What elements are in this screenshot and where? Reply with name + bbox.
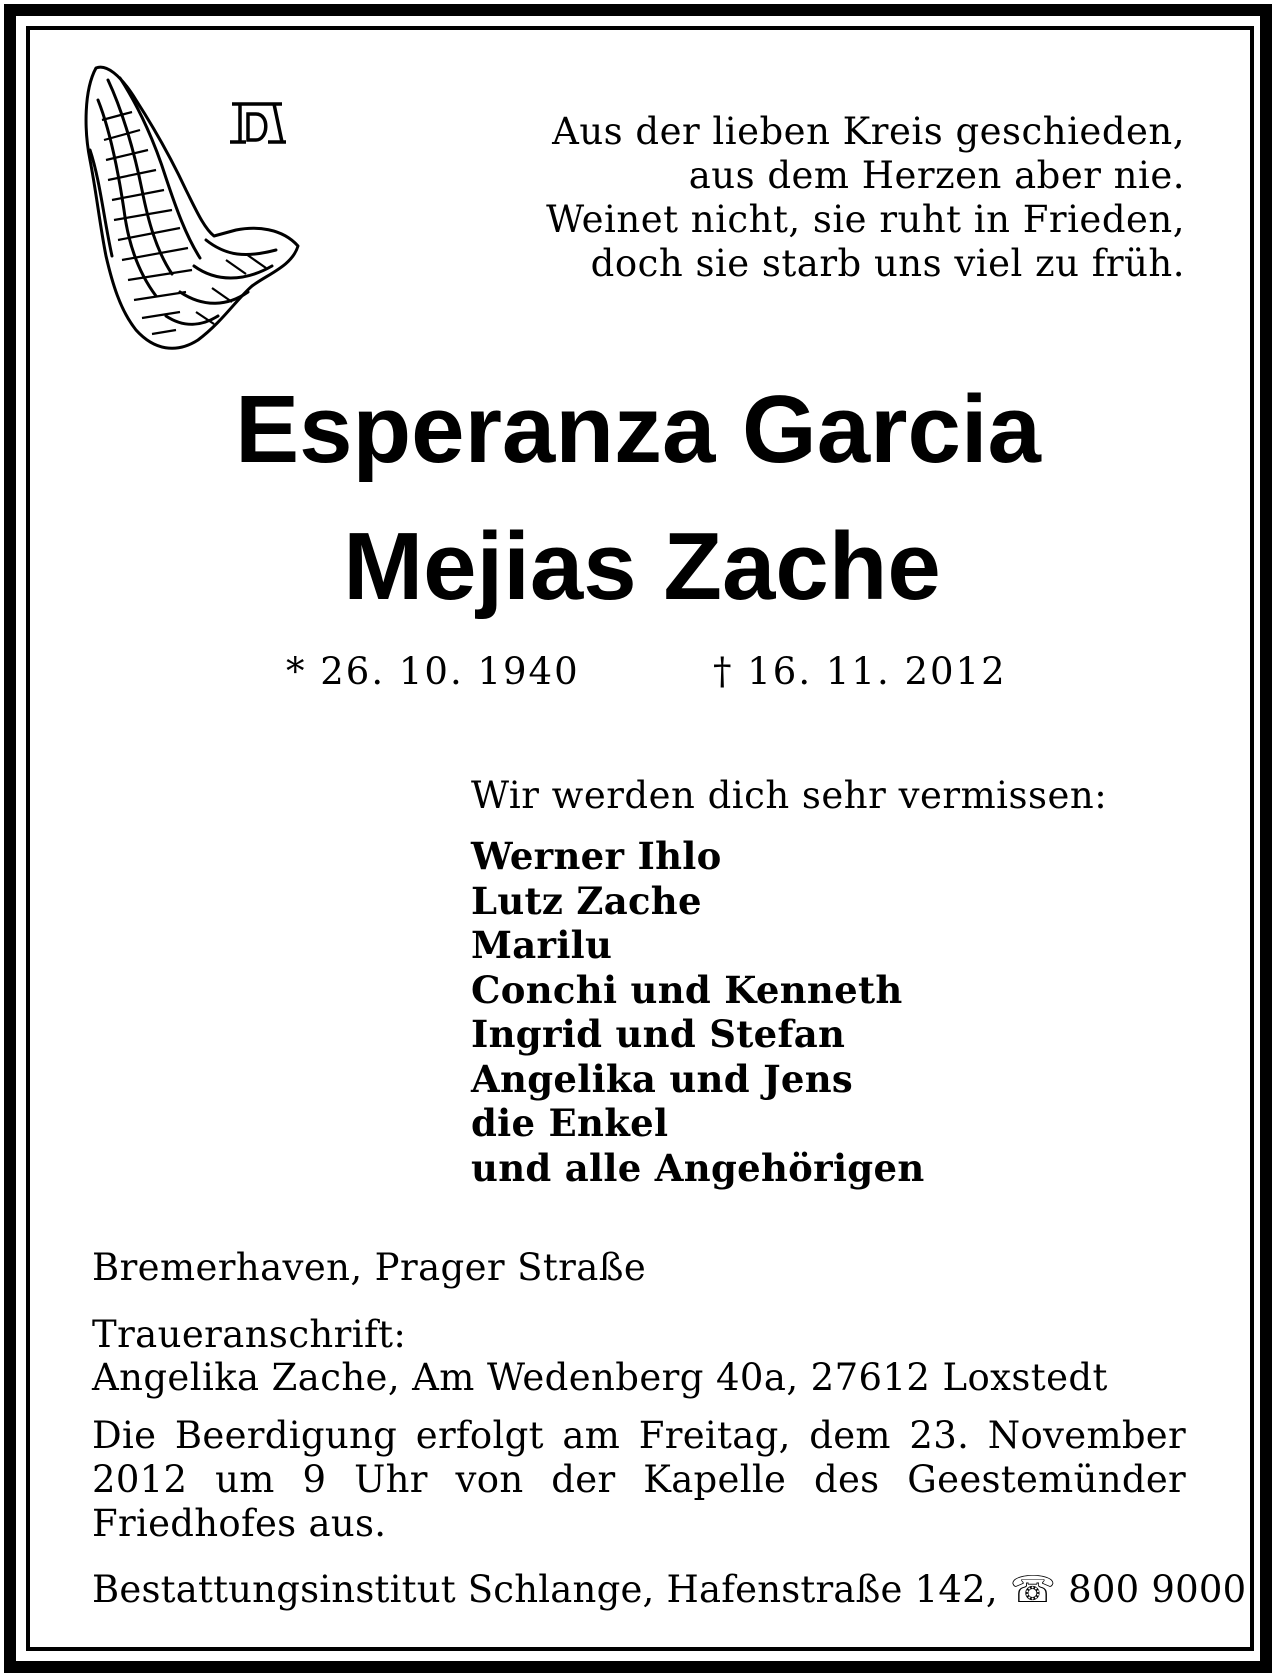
verse-line: Weinet nicht, sie ruht in Frieden, [546, 198, 1185, 241]
mourners-intro: Wir werden dich sehr vermissen: [471, 774, 1108, 817]
verse-line: Aus der lieben Kreis geschieden, [552, 110, 1185, 153]
mourner-name: die Enkel [471, 1101, 669, 1145]
verse-line: aus dem Herzen aber nie. [688, 154, 1185, 197]
mourner-name: Lutz Zache [471, 878, 702, 923]
undertaker-info: Bestattungsinstitut Schlange, Hafenstraße 142, ☏ 800 9000 [92, 1568, 1247, 1611]
mourning-address: Angelika Zache, Am Wedenberg 40a, 27612 Loxstedt [92, 1356, 1108, 1399]
funeral-notice: Die Beerdigung erfolgt am Freitag, dem 23. November 2012 um 9 Uhr von der Kapelle des Geestemünder Friedhofes aus. [92, 1414, 1186, 1545]
mourner-name: Conchi und Kenneth [471, 967, 903, 1012]
verse-line: doch sie starb uns viel zu früh. [590, 242, 1185, 285]
mourner-name: Marilu [471, 923, 613, 967]
deceased-name-line1: Esperanza Garcia [235, 376, 1041, 483]
mourners-list [471, 834, 925, 1190]
memorial-verse [546, 110, 1185, 286]
mourning-address-label: Traueranschrift: [92, 1313, 407, 1356]
mourner-name: Werner Ihlo [471, 834, 722, 878]
birth-date: * 26. 10. 1940 [286, 650, 580, 693]
mourner-name: Ingrid und Stefan [471, 1012, 846, 1056]
durer-monogram-icon [226, 96, 288, 148]
residence-place: Bremerhaven, Prager Straße [92, 1246, 647, 1289]
deceased-name-line2: Mejias Zache [343, 513, 941, 620]
mourner-name: Angelika und Jens [471, 1056, 854, 1101]
death-date: † 16. 11. 2012 [713, 650, 1007, 693]
mourner-name: und alle Angehörigen [471, 1145, 925, 1190]
